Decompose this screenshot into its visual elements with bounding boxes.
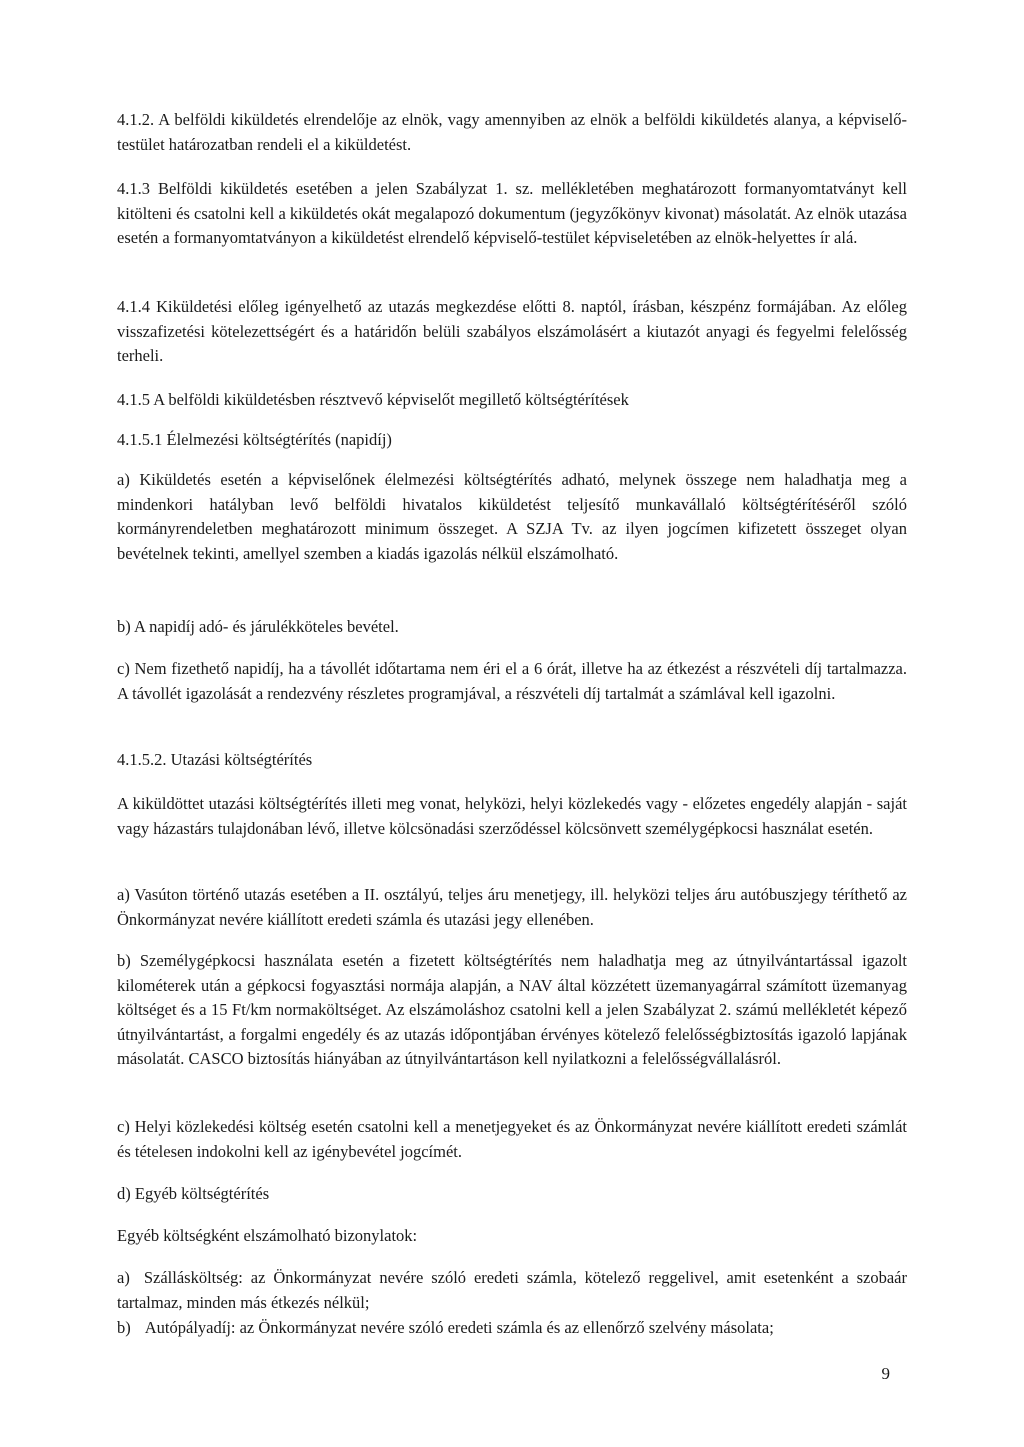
list-item-label: a) — [117, 1268, 130, 1287]
paragraph-utazas-a: a) Vasúton történő utazás esetében a II. osztályú, teljes áru menetjegy, ill. helyközi teljes áru autóbuszjegy téríthető az Önkormányzat nevére kiállított eredeti számla és utazási jegy ellenében. — [117, 885, 907, 929]
heading-4-1-5: 4.1.5 A belföldi kiküldetésben résztvevő képviselőt megillető költségtérítések — [117, 390, 629, 409]
paragraph-utazasi-koltsegterites: A kiküldöttet utazási költségtérítés illeti meg vonat, helyközi, helyi közlekedés vagy - előzetes engedély alapján - saját vagy házastárs tulajdonában lévő, illetve kölcsönadási szerződéssel kölcsönvett személygépkocsi használat esetén. — [117, 794, 907, 838]
paragraph-4-1-4: 4.1.4 Kiküldetési előleg igényelhető az utazás megkezdése előtti 8. naptól, írásban, készpénz formájában. Az előleg visszafizetési kötelezettségért és a határidőn belüli szabályos elszámolásért a kiutazót anyagi és fegyelmi felelősség terheli. — [117, 297, 907, 365]
paragraph-4-1-3: 4.1.3 Belföldi kiküldetés esetében a jelen Szabályzat 1. sz. mellékletében meghatározott formanyomtatványt kell kitölteni és csatolni kell a kiküldetés okát megalapozó dokumentum (jegyzőkönyv kivonat) másolatát. Az elnök utazása esetén a formanyomtatványon a kiküldetést elrendelő képviselő-testület képviseletében az elnök-helyettes ír alá. — [117, 179, 907, 247]
paragraph-napidij-b: b) A napidíj adó- és járulékköteles bevétel. — [117, 617, 399, 636]
list-item-text: Szállásköltség: az Önkormányzat nevére szóló eredeti számla, kötelező reggelivel, amit esetenként a szobaár tartalmaz, minden más étkezés nélkül; — [117, 1268, 907, 1312]
heading-egyeb-koltsegterites: d) Egyéb költségtérítés — [117, 1184, 270, 1203]
list-item-label: b) — [117, 1318, 131, 1337]
heading-4-1-5-2: 4.1.5.2. Utazási költségtérítés — [117, 750, 313, 769]
paragraph-napidij-c: c) Nem fizethető napidíj, ha a távollét időtartama nem éri el a 6 órát, illetve ha az étkezést a részvételi díj tartalmazza. A távollét igazolását a rendezvény részletes programjával, a részvételi díj tartalmát a számlával kell igazolni. — [117, 659, 907, 703]
paragraph-utazas-b: b) Személygépkocsi használata esetén a fizetett költségtérítés nem haladhatja meg az útnyilvántartással igazolt kilométerek után a gépkocsi fogyasztási normája alapján, a NAV által közzétett üzemanyagárral számított üzemanyag költséget és a 15 Ft/km normaköltséget. Az elszámoláshoz csatolni kell a jelen Szabályzat 2. számú mellékletét képező útnyilvántartást, a forgalmi engedély és az utazás időpontjában érvényes kötelező felelősségbiztosítás igazoló lapjának másolatát. CASCO biztosítás hiányában az útnyilvántartáson kell nyilatkozni a felelősségvállalásról. — [117, 951, 907, 1068]
paragraph-4-1-2: 4.1.2. A belföldi kiküldetés elrendelője az elnök, vagy amennyiben az elnök a belföldi kiküldetés alanya, a képviselő-testület határozatban rendeli el a kiküldetést. — [117, 110, 907, 154]
heading-4-1-5-1: 4.1.5.1 Élelmezési költségtérítés (napidíj) — [117, 430, 392, 449]
paragraph-napidij-a: a) Kiküldetés esetén a képviselőnek élelmezési költségtérítés adható, melynek összege nem haladhatja meg a mindenkori hatályban levő belföldi hivatalos kiküldetést teljesítő munkavállaló költségtérítéséről szóló kormányrendeletben meghatározott minimum összeget. A SZJA Tv. az ilyen jogcímen kifizetett összeget olyan bevételnek tekinti, amellyel szemben a kiadás igazolás nélkül elszámolható. — [117, 470, 907, 563]
paragraph-utazas-c: c) Helyi közlekedési költség esetén csatolni kell a menetjegyeket és az Önkormányzat nevére kiállított eredeti számlát és tételesen indokolni kell az igénybevétel jogcímét. — [117, 1117, 907, 1161]
paragraph-egyeb-bizonylatok: Egyéb költségként elszámolható bizonylatok: — [117, 1226, 418, 1245]
list-item-text: Autópályadíj: az Önkormányzat nevére szóló eredeti számla és az ellenőrző szelvény másolata; — [144, 1318, 774, 1337]
list-item-szallaskoltseg — [117, 1266, 907, 1315]
page-number: 9 — [881, 1364, 890, 1383]
list-item-autopalyadij — [117, 1316, 907, 1341]
